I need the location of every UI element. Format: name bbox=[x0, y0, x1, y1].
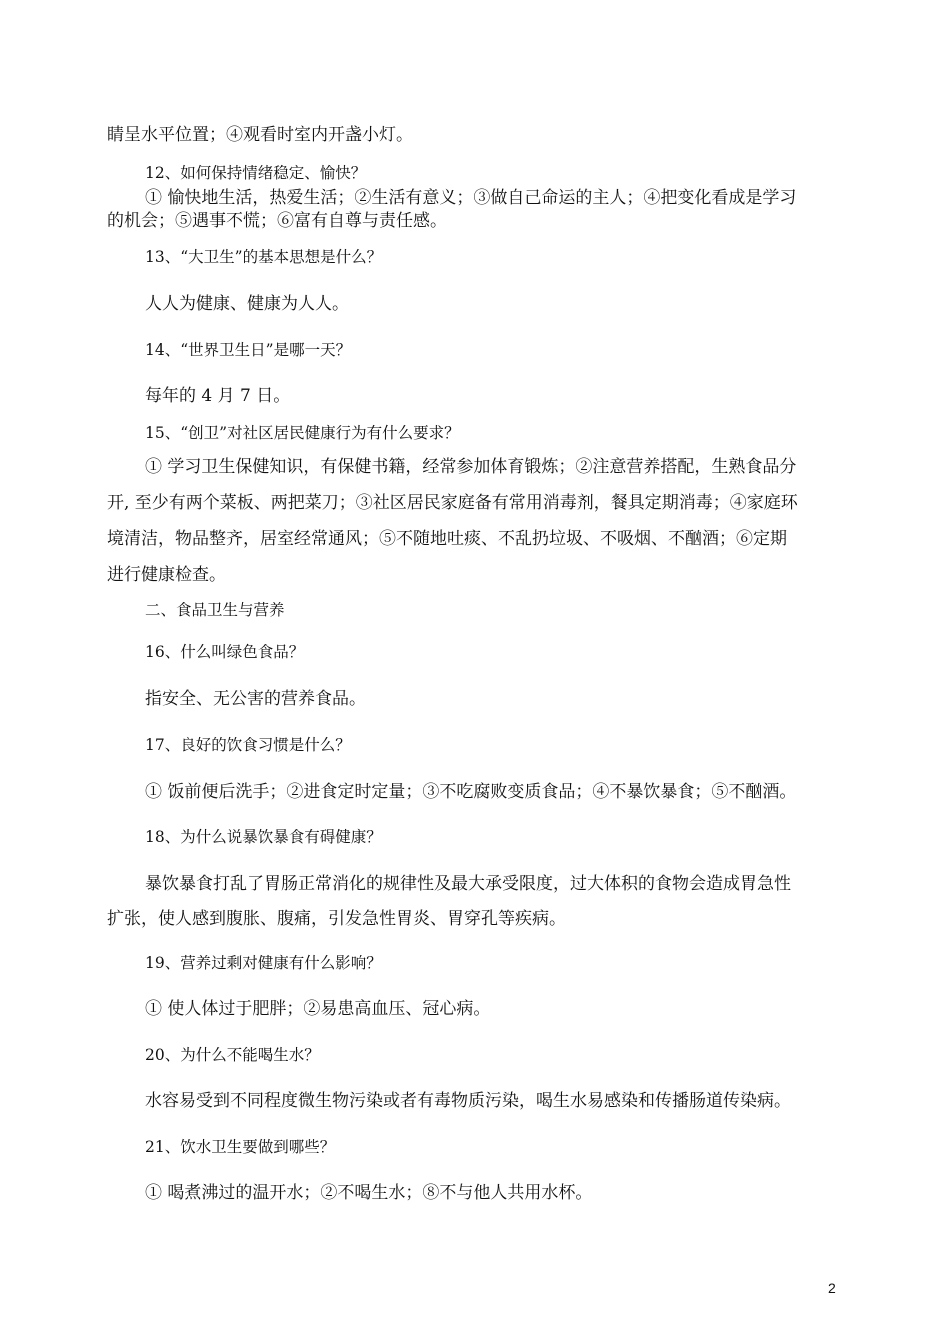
answer-12-line-2: 的机会；⑤遇事不慌；⑥富有自尊与责任感。 bbox=[107, 211, 447, 231]
answer-15-line-4: 进行健康检查。 bbox=[107, 565, 226, 585]
question-17: 17、良好的饮食习惯是什么？ bbox=[145, 736, 351, 754]
question-12: 12、如何保持情绪稳定、愉快？ bbox=[145, 164, 367, 182]
section-heading: 二、食品卫生与营养 bbox=[145, 601, 285, 619]
question-16: 16、什么叫绿色食品？ bbox=[145, 643, 305, 661]
answer-18-line-2: 扩张，使人感到腹胀、腹痛，引发急性胃炎、胃穿孔等疾病。 bbox=[107, 909, 566, 929]
page-number: 2 bbox=[828, 1280, 836, 1296]
question-18: 18、为什么说暴饮暴食有碍健康？ bbox=[145, 828, 382, 846]
question-19: 19、营养过剩对健康有什么影响？ bbox=[145, 954, 382, 972]
answer-21: ① 喝煮沸过的温开水；②不喝生水；⑧不与他人共用水杯。 bbox=[145, 1183, 593, 1203]
answer-15-line-3: 境清洁，物品整齐，居室经常通风；⑤不随地吐痰、不乱扔垃圾、不吸烟、不酗酒；⑥定期 bbox=[107, 529, 787, 549]
answer-12-line-1: ① 愉快地生活，热爱生活；②生活有意义；③做自己命运的主人；④把变化看成是学习 bbox=[145, 188, 797, 208]
answer-18-line-1: 暴饮暴食打乱了胃肠正常消化的规律性及最大承受限度，过大体积的食物会造成胃急性 bbox=[145, 874, 791, 894]
answer-20: 水容易受到不同程度微生物污染或者有毒物质污染，喝生水易感染和传播肠道传染病。 bbox=[145, 1091, 791, 1111]
answer-13: 人人为健康、健康为人人。 bbox=[145, 294, 349, 314]
question-20: 20、为什么不能喝生水？ bbox=[145, 1046, 320, 1064]
question-14: 14、“世界卫生日”是哪一天？ bbox=[145, 341, 352, 359]
continuation-text: 睛呈水平位置；④观看时室内开盏小灯。 bbox=[107, 125, 413, 145]
answer-16: 指安全、无公害的营养食品。 bbox=[145, 689, 366, 709]
answer-15-line-2: 开, 至少有两个菜板、两把菜刀；③社区居民家庭备有常用消毒剂，餐具定期消毒；④家庭环 bbox=[107, 493, 798, 513]
answer-15-line-1: ① 学习卫生保健知识，有保健书籍，经常参加体育锻炼；②注意营养搭配，生熟食品分 bbox=[145, 457, 797, 477]
answer-14: 每年的 4 月 7 日。 bbox=[145, 386, 291, 406]
question-15: 15、“创卫”对社区居民健康行为有什么要求？ bbox=[145, 424, 460, 442]
answer-17: ① 饭前便后洗手；②进食定时定量；③不吃腐败变质食品；④不暴饮暴食；⑤不酗酒。 bbox=[145, 782, 797, 802]
question-21: 21、饮水卫生要做到哪些？ bbox=[145, 1138, 336, 1156]
answer-19: ① 使人体过于肥胖；②易患高血压、冠心病。 bbox=[145, 999, 491, 1019]
question-13: 13、“大卫生”的基本思想是什么？ bbox=[145, 248, 383, 266]
